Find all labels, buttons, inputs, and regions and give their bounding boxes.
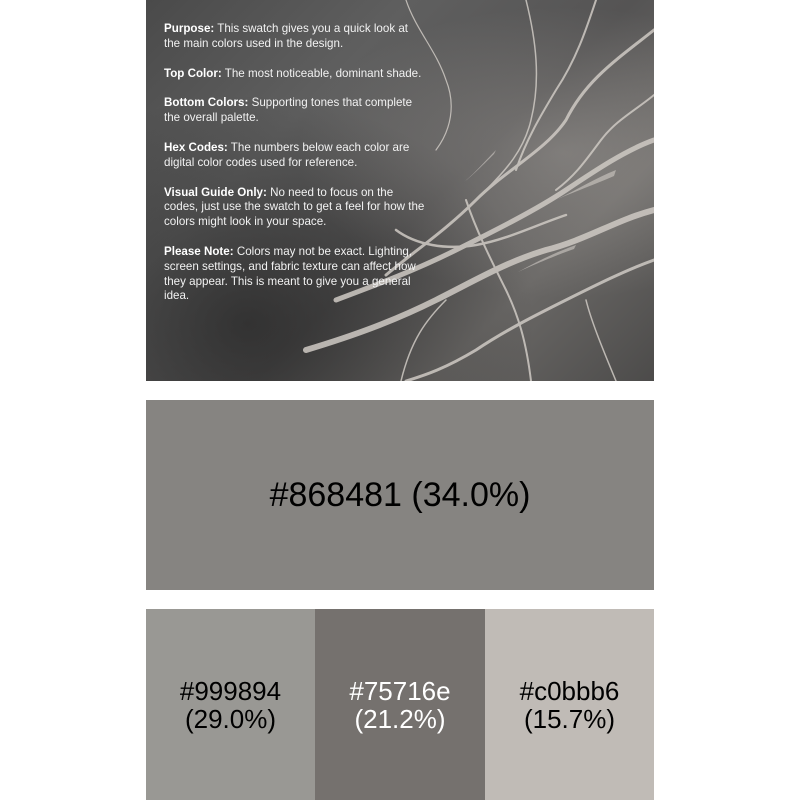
note-text: Supporting tones that complete the overall palette. [164,96,413,125]
note-heading: Visual Guide Only: [164,185,267,199]
marble-texture-image [146,0,654,381]
swatch-hex-code: #75716e [349,675,451,706]
swatch-hex-code: #c0bbb6 [519,675,620,706]
swatch-percentage: (15.7%) [523,703,616,734]
swatch-notes [164,22,426,319]
note-bottom-colors [164,96,426,126]
note-heading: Purpose: [164,22,215,35]
note-heading: Bottom Colors: [164,96,249,110]
note-heading: Top Color: [164,66,222,80]
secondary-color-swatch [485,609,654,800]
main-color-label: #868481 (34.0%) [269,475,531,514]
note-please-note [164,245,426,304]
swatch-percentage: (21.2%) [354,703,446,734]
note-text: The most noticeable, dominant shade. [221,66,422,80]
swatch-percentage: (29.0%) [184,703,277,734]
note-hex-codes [164,141,426,171]
note-top-color [164,67,426,82]
note-text: Colors may not be exact. Lighting, screen settings, and fabric texture can affect how they appear. This is meant to give you a general idea. [164,244,416,303]
note-text: This swatch gives you a quick look at the main colors used in the design. [164,22,409,50]
swatch-hex-code: #999894 [179,675,282,706]
note-text: The numbers below each color are digital color codes used for reference. [164,140,410,169]
note-heading: Hex Codes: [164,140,228,154]
note-heading: Please Note: [164,244,234,258]
note-purpose [164,22,426,52]
note-text: No need to focus on the codes, just use the swatch to get a feel for how the colors might look in your space. [164,185,425,229]
secondary-color-swatch [146,609,315,800]
main-color-swatch [146,400,654,590]
note-visual-guide [164,186,426,230]
secondary-color-swatch [315,609,485,800]
